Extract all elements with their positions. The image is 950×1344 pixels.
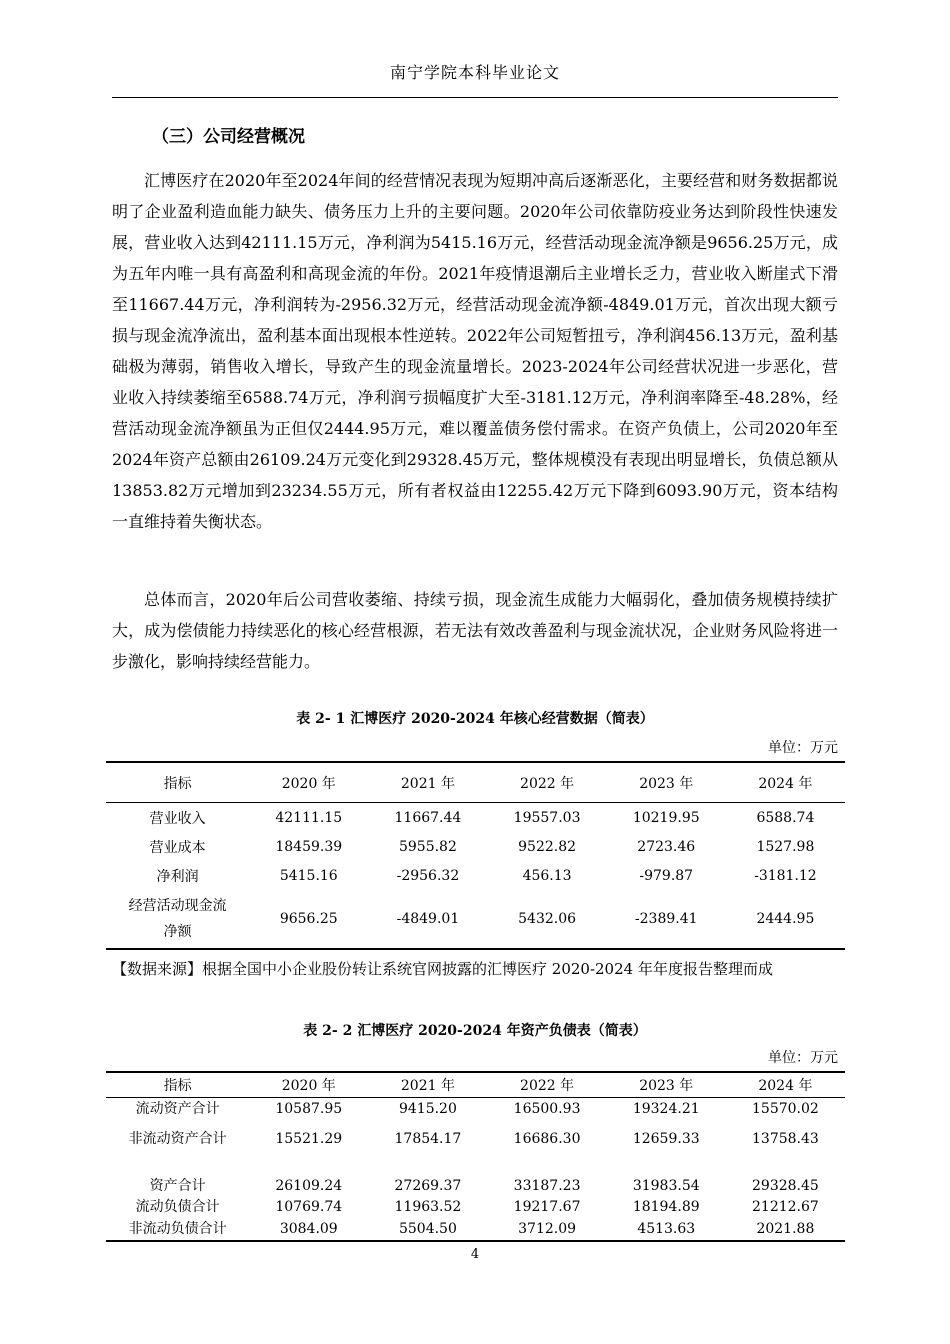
row-label: 净利润 bbox=[156, 868, 199, 885]
row-label: 流动负债合计 bbox=[135, 1199, 220, 1215]
table-cell: 16500.93 bbox=[513, 1101, 581, 1117]
column-header: 2023 年 bbox=[607, 1072, 726, 1098]
table-cell: 10769.74 bbox=[275, 1199, 343, 1215]
table-cell: 16686.30 bbox=[513, 1131, 581, 1147]
column-header: 2024 年 bbox=[726, 762, 845, 803]
table-row bbox=[106, 861, 845, 890]
table-cell: 1527.98 bbox=[756, 838, 815, 855]
table-cell: 4513.63 bbox=[637, 1221, 696, 1237]
body-paragraph-2: 总体而言，2020年后公司营收萎缩、持续亏损，现金流生成能力大幅弱化，叠加债务规模持续扩大，成为偿债能力持续恶化的核心经营根源，若无法有效改善盈利与现金流状况，企业财务风险将进一步激化，影响持续经营能力。 bbox=[112, 590, 838, 671]
table-cell: 19324.21 bbox=[632, 1101, 700, 1117]
table-cell: 6588.74 bbox=[756, 809, 815, 826]
row-label: 非流动资产合计 bbox=[128, 1131, 227, 1147]
table-cell: 456.13 bbox=[522, 867, 572, 884]
table-row bbox=[106, 1120, 845, 1158]
table-cell: 29328.45 bbox=[752, 1178, 819, 1194]
table-cell: 31983.54 bbox=[632, 1178, 700, 1194]
table-cell: 15521.29 bbox=[275, 1131, 343, 1147]
table-cell: 42111.15 bbox=[275, 809, 343, 826]
column-header: 2022 年 bbox=[488, 1072, 607, 1098]
column-header: 2022 年 bbox=[488, 762, 607, 803]
table-2-unit: 单位：万元 bbox=[768, 1050, 838, 1066]
table-cell: 18194.89 bbox=[632, 1199, 700, 1215]
row-label: 经营活动现金流净额 bbox=[128, 898, 227, 940]
body-paragraph-1: 汇博医疗在2020年至2024年间的经营情况表现为短期冲高后逐渐恶化，主要经营和财务数据都说明了企业盈利造血能力缺失、债务压力上升的主要问题。2020年公司依靠防疫业务达到阶段性快速发展，营业收入达到42111.15万元，净利润为5415.16万元，经营活动现金流净额是9656.25万元，成为五年内唯一具有高盈利和高现金流的年份。2021年疫情退潮后主业增长乏力，营业收入断崖式下滑至11667.44万元，净利润转为-2956.32万元，经营活动现金流净额-4849.01万元，首次出现大额亏损与现金流净流出，盈利基本面出现根本性逆转。2022年公司短暂扭亏，净利润456.13万元，盈利基础极为薄弱，销售收入增长，导致产生的现金流量增长。2023-2024年公司经营状况进一步恶化，营业收入持续萎缩至6588.74万元，净利润亏损幅度扩大至-3181.12万元，净利润率降至-48.28%，经营活动现金流净额虽为正但仅2444.95万元，难以覆盖债务偿付需求。在资产负债上，公司2020年至2024年资产总额由26109.24万元变化到29328.45万元，整体规模没有表现出明显增长，负债总额从13853.82万元增加到23234.55万元，所有者权益由12255.42万元下降到6093.90万元，资本结构一直维持着失衡状态。 bbox=[112, 171, 838, 531]
column-header: 2021 年 bbox=[368, 762, 487, 803]
table-cell: 11963.52 bbox=[394, 1199, 462, 1215]
column-header: 2021 年 bbox=[368, 1072, 487, 1098]
row-label: 非流动负债合计 bbox=[128, 1221, 227, 1237]
table-cell: 19217.67 bbox=[513, 1199, 581, 1215]
table-cell: 18459.39 bbox=[275, 838, 343, 855]
row-label: 资产合计 bbox=[149, 1178, 206, 1194]
table-cell: 9522.82 bbox=[518, 838, 577, 855]
balance-sheet-table bbox=[106, 1071, 845, 1242]
table-2-caption: 表 2- 2 汇博医疗 2020-2024 年资产负债表（简表） bbox=[303, 1023, 647, 1039]
running-header: 南宁学院本科毕业论文 bbox=[389, 63, 560, 82]
table-cell: 33187.23 bbox=[513, 1178, 581, 1194]
row-label: 营业成本 bbox=[149, 839, 206, 856]
table-cell: 5955.82 bbox=[398, 838, 457, 855]
table-row bbox=[106, 803, 845, 833]
table-cell: 27269.37 bbox=[394, 1178, 462, 1194]
column-header: 指标 bbox=[106, 762, 249, 803]
table-1-unit: 单位：万元 bbox=[768, 740, 838, 756]
table-row bbox=[106, 1158, 845, 1196]
table-row bbox=[106, 890, 845, 949]
table-cell: -4849.01 bbox=[396, 911, 460, 927]
table-cell: 19557.03 bbox=[513, 809, 581, 826]
column-header: 2020 年 bbox=[249, 1072, 368, 1098]
table-cell: 2021.88 bbox=[756, 1221, 815, 1237]
table-1-source-note: 【数据来源】根据全国中小企业股份转让系统官网披露的汇博医疗 2020-2024 年年度报告整理而成 bbox=[112, 960, 773, 978]
page-number: 4 bbox=[470, 1247, 480, 1262]
table-cell: 10587.95 bbox=[275, 1101, 343, 1117]
operating-data-table bbox=[106, 761, 845, 950]
table-cell: 10219.95 bbox=[632, 809, 700, 826]
table-1-caption: 表 2- 1 汇博医疗 2020-2024 年核心经营数据（简表） bbox=[296, 711, 654, 727]
table-row bbox=[106, 1196, 845, 1218]
section-heading: （三）公司经营概况 bbox=[152, 127, 305, 147]
table-cell: 5504.50 bbox=[398, 1221, 457, 1237]
column-header: 指标 bbox=[106, 1072, 249, 1098]
table-cell: 11667.44 bbox=[394, 809, 462, 826]
table-cell: -3181.12 bbox=[754, 867, 817, 884]
table-cell: 15570.02 bbox=[752, 1101, 819, 1117]
table-cell: 3712.09 bbox=[518, 1221, 577, 1237]
table-cell: 13758.43 bbox=[752, 1131, 819, 1147]
table-cell: 9415.20 bbox=[398, 1101, 457, 1117]
table-cell: 5415.16 bbox=[279, 867, 338, 884]
table-cell: 5432.06 bbox=[518, 911, 577, 927]
table-cell: 17854.17 bbox=[394, 1131, 462, 1147]
table-cell: 21212.67 bbox=[752, 1199, 819, 1215]
table-header-row bbox=[106, 762, 845, 803]
table-row bbox=[106, 832, 845, 861]
column-header: 2024 年 bbox=[726, 1072, 845, 1098]
table-cell: -2389.41 bbox=[634, 911, 698, 927]
table-cell: 9656.25 bbox=[279, 911, 338, 927]
row-label: 营业收入 bbox=[149, 810, 206, 827]
header-rule bbox=[112, 97, 838, 98]
column-header: 2023 年 bbox=[607, 762, 726, 803]
table-row bbox=[106, 1098, 845, 1121]
table-row bbox=[106, 1218, 845, 1241]
table-cell: 26109.24 bbox=[275, 1178, 343, 1194]
table-cell: 3084.09 bbox=[279, 1221, 338, 1237]
row-label: 流动资产合计 bbox=[135, 1101, 220, 1117]
column-header: 2020 年 bbox=[249, 762, 368, 803]
table-cell: 2723.46 bbox=[637, 838, 696, 855]
table-cell: 2444.95 bbox=[756, 911, 815, 927]
table-cell: -2956.32 bbox=[396, 867, 460, 884]
table-header-row bbox=[106, 1072, 845, 1098]
table-cell: -979.87 bbox=[639, 867, 694, 884]
table-cell: 12659.33 bbox=[632, 1131, 700, 1147]
